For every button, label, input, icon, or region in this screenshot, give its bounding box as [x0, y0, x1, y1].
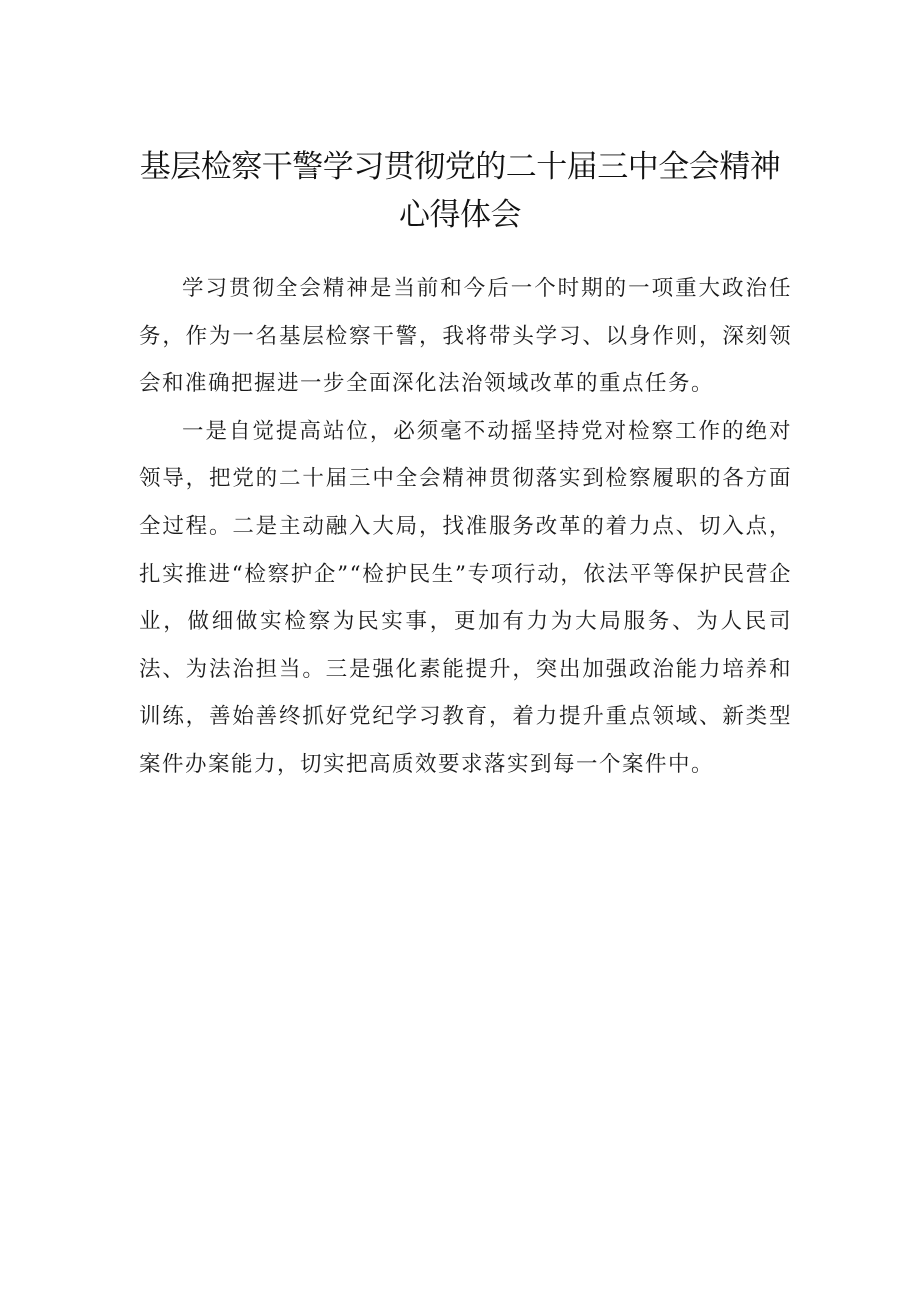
- document-title: 基层检察干警学习贯彻党的二十届三中全会精神心得体会: [139, 149, 781, 233]
- paragraph-intro: 学习贯彻全会精神是当前和今后一个时期的一项重大政治任务，作为一名基层检察干警，我将带头学习、以身作则，深刻领会和准确把握进一步全面深化法治领域改革的重点任务。: [139, 276, 792, 397]
- document-body: [139, 265, 792, 789]
- paragraph-main: 一是自觉提高站位，必须毫不动摇坚持党对检察工作的绝对领导，把党的二十届三中全会精神贯彻落实到检察履职的各方面全过程。二是主动融入大局，找准服务改革的着力点、切入点，扎实推进“检察护企”“检护民生”专项行动，依法平等保护民营企业，做细做实检察为民实事，更加有力为大局服务、为人民司法、为法治担当。三是强化素能提升，突出加强政治能力培养和训练，善始善终抓好党纪学习教育，着力提升重点领域、新类型案件办案能力，切实把高质效要求落实到每一个案件中。: [139, 418, 792, 777]
